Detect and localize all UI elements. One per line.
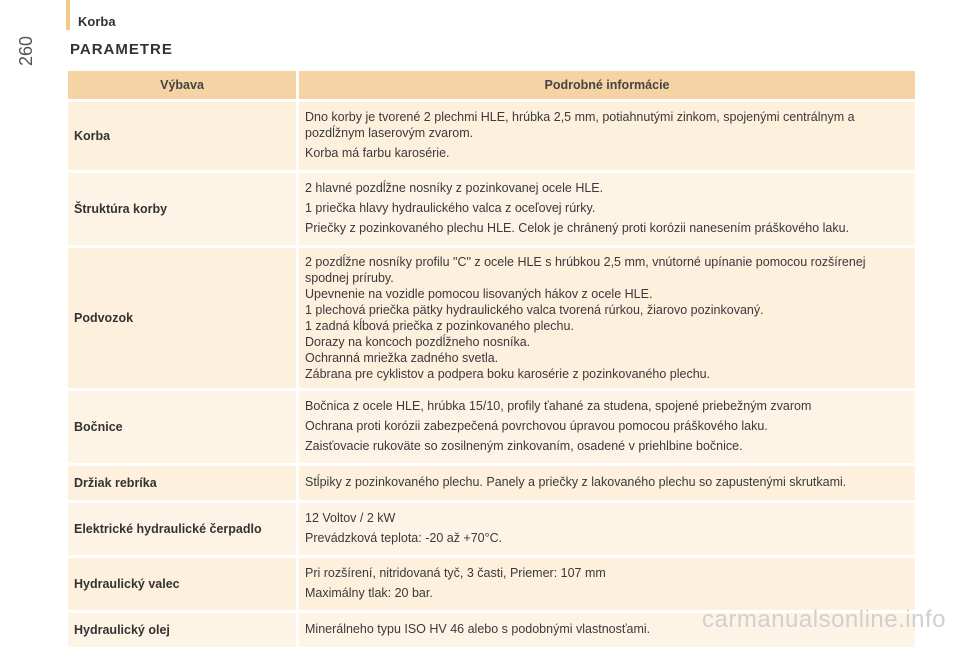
row-details (299, 558, 915, 610)
detail-line: Ochrana proti korózii zabezpečená povrchovou úpravou pomocou práškového laku. (305, 419, 768, 433)
detail-line: Zaisťovacie rukoväte so zosilneným zinkovaním, osadené v priehlbine bočnice. (305, 439, 743, 453)
section-accent-bar (66, 0, 70, 30)
column-header-details: Podrobné informácie (299, 71, 915, 99)
row-label: Elektrické hydraulické čerpadlo (68, 503, 299, 555)
table-row (68, 466, 915, 500)
row-details (299, 248, 915, 388)
section-label: Korba (78, 14, 116, 29)
row-details (299, 391, 915, 463)
row-details (299, 102, 915, 170)
table-row (68, 503, 915, 555)
column-header-equipment: Výbava (68, 71, 299, 99)
row-label: Korba (68, 102, 299, 170)
page-number: 260 (16, 35, 36, 66)
detail-line: 1 priečka hlavy hydraulického valca z oceľovej rúrky. (305, 201, 596, 215)
row-label: Hydraulický olej (68, 613, 299, 647)
detail-line: Prevádzková teplota: -20 až +70°C. (305, 531, 503, 545)
detail-line: Korba má farbu karosérie. (305, 146, 450, 160)
table-row (68, 173, 915, 245)
row-label: Držiak rebríka (68, 466, 299, 500)
detail-line: Zábrana pre cyklistov a podpera boku karosérie z pozinkovaného plechu. (305, 367, 711, 381)
detail-line: Bočnica z ocele HLE, hrúbka 15/10, profily ťahané za studena, spojené priebežným zvarom (305, 399, 812, 413)
detail-line: Minerálneho typu ISO HV 46 alebo s podobnými vlastnosťami. (305, 622, 651, 636)
detail-line: 12 Voltov / 2 kW (305, 511, 396, 525)
detail-line: Dorazy na koncoch pozdĺžneho nosníka. (305, 335, 531, 349)
row-label: Bočnice (68, 391, 299, 463)
table-row (68, 248, 915, 388)
row-details (299, 503, 915, 555)
row-label: Podvozok (68, 248, 299, 388)
table-header-row (68, 71, 915, 99)
table-row (68, 102, 915, 170)
row-label: Štruktúra korby (68, 173, 299, 245)
detail-line: Ochranná mriežka zadného svetla. (305, 351, 499, 365)
detail-line: Stĺpiky z pozinkovaného plechu. Panely a priečky z lakovaného plechu so zapustenými skrutkami. (305, 475, 847, 489)
row-label: Hydraulický valec (68, 558, 299, 610)
page-title: PARAMETRE (70, 41, 173, 58)
detail-line: Maximálny tlak: 20 bar. (305, 586, 433, 600)
detail-line: 1 zadná kĺbová priečka z pozinkovaného plechu. (305, 319, 574, 333)
detail-line: 2 hlavné pozdĺžne nosníky z pozinkovanej ocele HLE. (305, 181, 604, 195)
detail-line: Priečky z pozinkovaného plechu HLE. Celok je chránený proti korózii nanesením práškového laku. (305, 221, 850, 235)
table-row (68, 391, 915, 463)
row-details (299, 466, 915, 500)
detail-line: Dno korby je tvorené 2 plechmi HLE, hrúbka 2,5 mm, potiahnutými zinkom, spojenými centrálnym a pozdĺžnym laserovým zvarom. (305, 110, 855, 140)
table-row (68, 558, 915, 610)
row-details (299, 173, 915, 245)
detail-line: Pri rozšírení, nitridovaná tyč, 3 časti, Priemer: 107 mm (305, 566, 606, 580)
detail-line: 1 plechová priečka pätky hydraulického valca tvorená rúrkou, žiarovo pozinkovaný. (305, 303, 764, 317)
watermark: carmanualsonline.info (702, 606, 946, 633)
detail-line: Upevnenie na vozidle pomocou lisovaných hákov z ocele HLE. (305, 287, 653, 301)
detail-line: 2 pozdĺžne nosníky profilu "C" z ocele HLE s hrúbkou 2,5 mm, vnútorné upínanie pomocou rozšírenej spodnej príruby. (305, 255, 866, 285)
parameters-table (68, 68, 915, 650)
